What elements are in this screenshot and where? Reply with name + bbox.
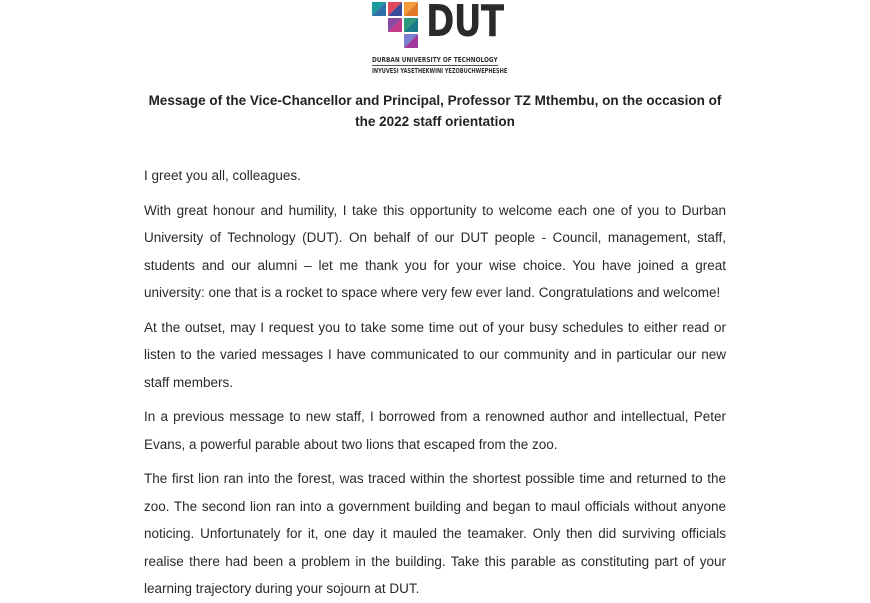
paragraph-request: At the outset, may I request you to take some time out of your busy schedules to either read or listen to the varied messages I have communicated to our community and in particular our new staff members. [144,319,726,390]
paragraph-parable-intro: In a previous message to new staff, I borrowed from a renowned author and intellectual, Peter Evans, a powerful parable about two lions that escaped from the zoo. [144,409,726,452]
logo-university-name: DURBAN UNIVERSITY OF TECHNOLOGY [372,56,498,64]
paragraph-parable: The first lion ran into the forest, was traced within the shortest possible time and returned to the zoo. The second lion ran into a government building and began to maul officials without anyone noticing. Unfortunately for it, one day it mauled the teamaker. Only then did surviving officials realise there had been a problem in the building. Take this parable as constituting part of your learning trajectory during your sojourn at DUT. [144,471,726,596]
logo-isizulu-name: INYUVESI YASETHEKWINI YEZOBUCHWEPHESHE [372,67,508,75]
dut-logo [372,0,508,80]
logo-divider [372,65,498,66]
dut-logo-triangles-icon [372,2,422,50]
document-body [144,162,726,603]
paragraph-welcome: With great honour and humility, I take this opportunity to welcome each one of you to Durban University of Technology (DUT). On behalf of our DUT people - Council, management, staff, students and our alumni – let me thank you for your wise choice. You have joined a great university: one that is a rocket to space where very few ever land. Congratulations and welcome! [144,202,726,300]
paragraph-greeting: I greet you all, colleagues. [144,168,301,183]
document-title: Message of the Vice-Chancellor and Principal, Professor TZ Mthembu, on the occasion of the 2022 staff orientation [148,93,722,129]
logo-wordmark: DUT [426,0,504,47]
